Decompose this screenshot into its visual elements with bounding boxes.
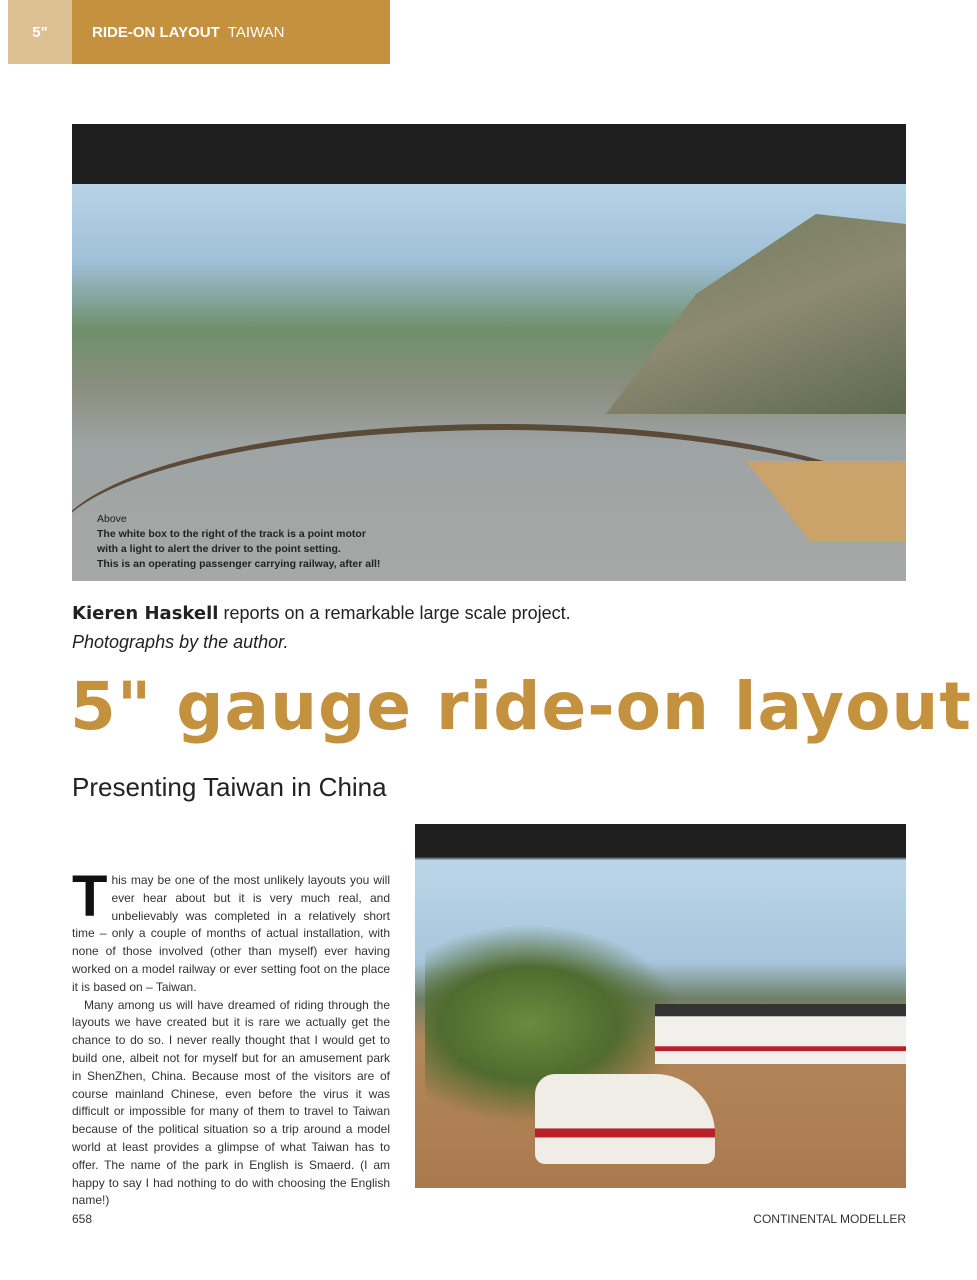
caption-line: The white box to the right of the track is a point motor [97, 528, 366, 540]
running-header [72, 0, 390, 64]
drop-cap: T [72, 864, 108, 929]
page-number: 658 [72, 1212, 93, 1226]
photo-mountain [606, 214, 906, 414]
article-title: 5" gauge ride-on layout [70, 668, 972, 745]
paragraph-1 [72, 864, 390, 997]
paragraph-2: Many among us will have dreamed of riding through the layouts we have created but it is rare we actually get the chance to do so. I never really thought that I would get to build one, albeit not for myself but for an amusement park in ShenZhen, China. Because most of the visitors are of course mainland Chinese, even before the virus it was difficult or impossible for many of them to travel to Taiwan because of the political situation so a trip around a model world at least provides a glimpse of what Taiwan has to offer. The name of the park in English is Smaerd. (I am happy to say I had nothing to do with choosing the English name!) [72, 997, 390, 1208]
byline [72, 603, 571, 624]
photo-train-carriages [655, 1004, 906, 1064]
caption-label: Above [97, 513, 127, 525]
right-photo [415, 824, 906, 1188]
article-body [72, 864, 390, 1210]
section-tab: 5" [8, 0, 72, 64]
author-name: Kieren Haskell [72, 603, 219, 624]
paragraph-1-text: his may be one of the most unlikely layouts you will ever hear about but it is very much real, and unbelievably was completed in a relatively short time – only a couple of months of actual installation, with none of those involved (other than myself) ever having worked on a model railway or ever setting foot on the place it is based on – Taiwan. [72, 873, 390, 994]
caption-line: This is an operating passenger carrying railway, after all! [97, 558, 381, 570]
top-photo [72, 124, 906, 581]
publication-name: CONTINENTAL MODELLER [753, 1212, 906, 1226]
caption-line: with a light to alert the driver to the point setting. [97, 543, 341, 555]
article-subtitle: Presenting Taiwan in China [72, 772, 387, 802]
section-subtitle: TAIWAN [227, 23, 285, 41]
photo-credit: Photographs by the author. [72, 632, 289, 652]
photo-ceiling [72, 124, 906, 184]
byline-text: reports on a remarkable large scale project. [218, 603, 571, 623]
section-title: RIDE-ON LAYOUT [92, 23, 220, 41]
photo-caption [97, 512, 380, 572]
photo-locomotive [535, 1074, 715, 1164]
